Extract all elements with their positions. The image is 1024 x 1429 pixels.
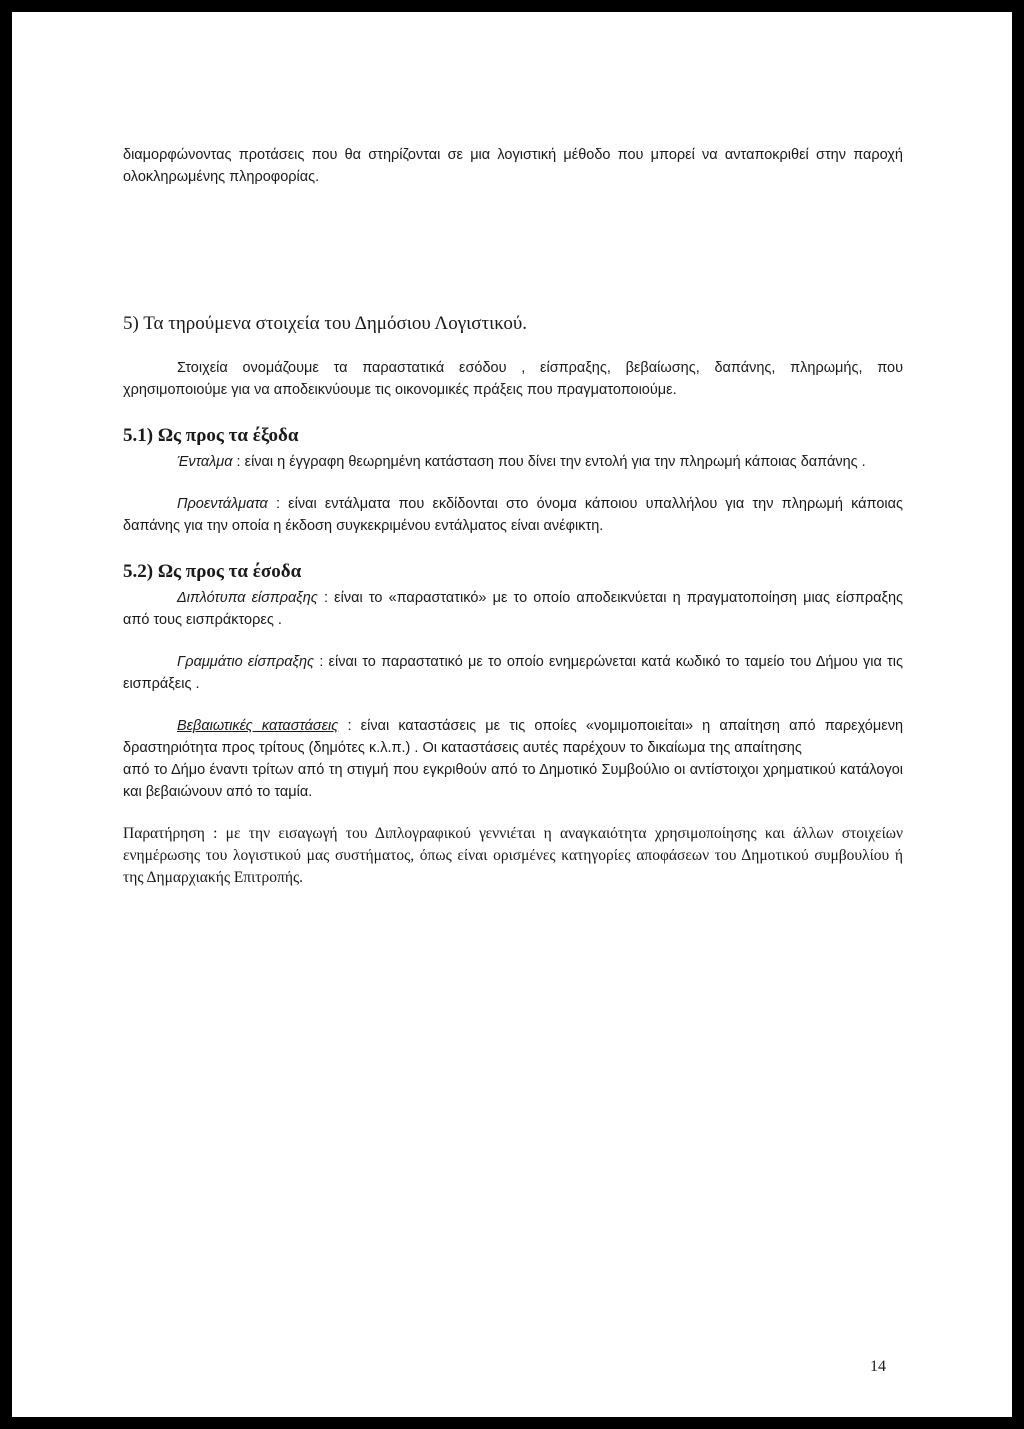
section-5-2-diplotypa-paragraph (123, 587, 903, 631)
section-5-1-heading: 5.1) Ως προς τα έξοδα (123, 425, 299, 446)
proentalmata-definition: : είναι εντάλματα που εκδίδονται στο όνομα κάποιου υπαλλήλου για την πληρωμή κάποιας δαπάνης για την οποία η έκδοση συγκεκριμένου εντάλματος είναι ανέφικτη. (123, 496, 903, 534)
section-5-2-heading: 5.2) Ως προς τα έσοδα (123, 561, 302, 582)
section-5-2-grammatio-paragraph (123, 651, 903, 695)
term-vevaiotikes: Βεβαιωτικές καταστάσεις (177, 718, 339, 734)
entalma-definition: : είναι η έγγραφη θεωρημένη κατάσταση που δίνει την εντολή για την πληρωμή κάποιας δαπάνης . (232, 454, 866, 470)
grammatio-definition: : είναι το παραστατικό με το οποίο ενημερώνεται κατά κωδικό το ταμείο του Δήμου για τις εισπράξεις . (123, 654, 903, 692)
section-5-1-entalma-paragraph (123, 451, 903, 473)
intro-paragraph: διαμορφώνοντας προτάσεις που θα στηρίζονται σε μια λογιστική μέθοδο που μπορεί να ανταποκριθεί στην παροχή ολοκληρωμένης πληροφορίας. (123, 147, 903, 185)
term-entalma: Ένταλμα (177, 454, 233, 470)
section-5-paragraph: Στοιχεία ονομάζουμε τα παραστατικά εσόδου , είσπραξης, βεβαίωσης, δαπάνης, πληρωμής, που χρησιμοποιούμε για να αποδεικνύουμε τις οικονομικές πράξεις που πραγματοποιούμε. (123, 360, 903, 398)
page-number: 14 (870, 1358, 886, 1375)
diplotypa-definition: : είναι το «παραστατικό» με το οποίο αποδεικνύεται η πραγματοποίηση μιας είσπραξης από τους εισπράκτορες . (123, 590, 903, 628)
section-5-heading: 5) Τα τηρούμενα στοιχεία του Δημόσιου Λογιστικού. (123, 313, 528, 334)
document-page (12, 12, 1012, 1417)
note-paragraph: Παρατήρηση : με την εισαγωγή του Διπλογραφικού γεννιέται η αναγκαιότητα χρησιμοποίησης και άλλων στοιχείων ενημέρωσης του λογιστικού μας συστήματος, όπως είναι ορισμένες κατηγορίες αποφάσεων του Δημοτικού συμβουλίου ή της Δημαρχιακής Επιτροπής. (123, 825, 903, 886)
document-body (123, 144, 903, 889)
section-5-2-vevaiotikes-continuation: από το Δήμο έναντι τρίτων από τη στιγμή που εγκριθούν από το Δημοτικό Συμβούλιο οι αντίστοιχοι χρηματικού κατάλογοι και βεβαιώνουν από το ταμία. (123, 762, 903, 800)
section-5-2-vevaiotikes-paragraph (123, 715, 903, 759)
term-proentalmata: Προεντάλματα (177, 496, 268, 512)
term-diplotypa: Διπλότυπα είσπραξης (177, 590, 318, 606)
section-5-1-proentalmata-paragraph (123, 493, 903, 537)
term-grammatio: Γραμμάτιο είσπραξης (177, 654, 315, 670)
vevaiotikes-definition: : είναι καταστάσεις με τις οποίες «νομιμοποιείται» η απαίτηση από παρεχόμενη δραστηριότητα προς τρίτους (δημότες κ.λ.π.) . Οι καταστάσεις αυτές παρέχουν το δικαίωμα της απαίτησης (123, 718, 904, 756)
